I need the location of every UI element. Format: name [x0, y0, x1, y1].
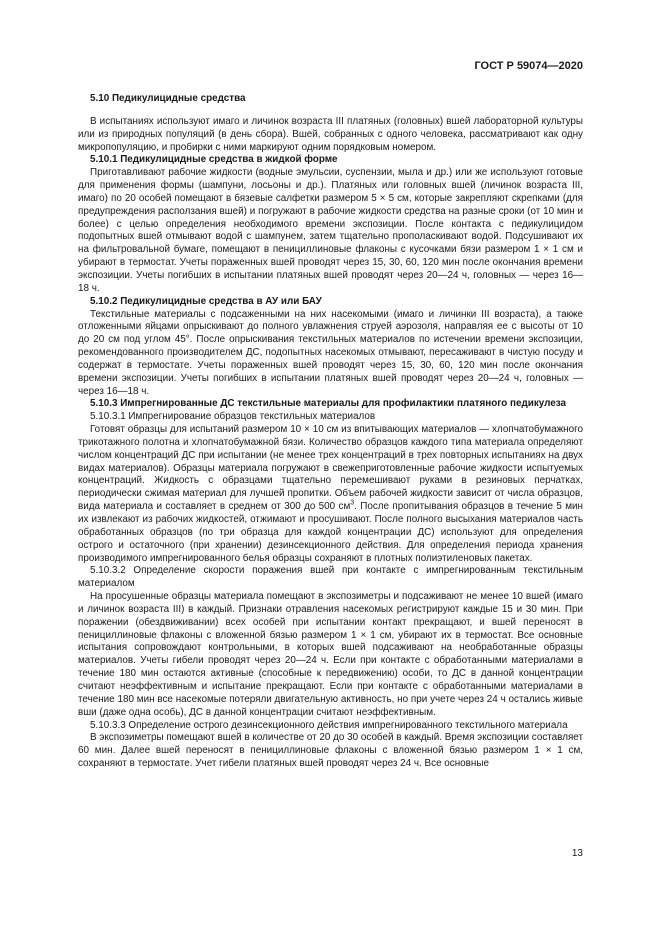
paragraph-text-cont: . После пропитывания образцов в течение 5 мин их извлекают из рабочих жидкостей, отжимают и просушивают. После полного высыхания материалов часть обработанных образцов (по три образца для каждой концентрации ДС) используют для определения острого и остаточного (при хранении) дезинсекционного действия. Для определения периода хранения производимого импрегнированного белья образцы сохраняют в плотных полиэтиленовых пакетах.: [78, 501, 583, 564]
document-body: [78, 93, 583, 771]
paragraph: В экспозиметры помещают вшей в количестве от 20 до 30 особей в каждый. Время экспозиции составляет 60 мин. Далее вшей переносят в пенициллиновые флаконы с вложенной бязью размером 1 × 1 см, сохраняют в термостате. Учет гибели платяных вшей проводят через 24 ч. Все основные: [78, 732, 583, 770]
page-number: 13: [571, 848, 583, 859]
paragraph: Приготавливают рабочие жидкости (водные эмульсии, суспензии, мыла и др.) или же используют готовые для применения формы (шампуни, лосьоны и др.). Платяных или головных вшей (личинок возраста III, имаго) по 20 особей помещают в бязевые салфетки размером 5 × 5 см, которые закрепляют скрепками (для предупреждения расползания вшей) и погружают в рабочие жидкости средства на разные сроки (от 10 мин и более) с целью определения необходимого времени экспозиции. После контакта с педикулицидом подопытных вшей отмывают водой с шампунем, затем тщательно прополаскивают водой. Подсушивают их на фильтровальной бумаге, помещают в пенициллиновые флаконы с кусочками бязи размером 1 × 1 см и убирают в термостат. Учеты пораженных вшей проводят через 15, 30, 60, 120 мин после окончания времени экспозиции. Учеты погибших в испытании платяных вшей проводят через 20—24 ч, головных — через 16—18 ч.: [78, 167, 583, 294]
subsection-heading: 5.10.1 Педикулицидные средства в жидкой форме: [90, 154, 338, 166]
paragraph: В испытаниях используют имаго и личинок возраста III платяных (головных) вшей лабораторной культуры или из природных популяций (в день сбора). Вшей, собранных с одного человека, рассматривают как одну микропопуляцию, и пробирки с ними маркируют одним порядковым номером.: [78, 115, 583, 153]
superscript: 3: [350, 499, 355, 507]
paragraph-text: Готовят образцы для испытаний размером 10 × 10 см из впитывающих материалов — хлопчатобумажного трикотажного полотна и хлопчатобумажной бязи. Количество образцов каждого типа материала определяют числом концентраций ДС при испытании (не менее трех концентраций в трех повторных испытаниях на двух видах материалов). Образцы материала погружают в свежеприготовленные рабочие жидкости испытуемых концентраций. Жидкость с образцами тщательно перемешивают руками в резиновых перчатках, периодически сжимая материал для лучшей пропитки. Объем рабочей жидкости зависит от числа образцов, вида материала и составляет в среднем от 300 до 500 см: [78, 424, 583, 513]
paragraph: [78, 424, 583, 565]
document-code: ГОСТ Р 59074—2020: [474, 60, 583, 72]
clause-heading: 5.10.3.1 Импрегнирование образцов текстильных материалов: [90, 411, 376, 423]
subsection-heading: 5.10.2 Педикулицидные средства в АУ или БАУ: [90, 295, 322, 307]
paragraph: На просушенные образцы материала помещают в экспозиметры и подсаживают не менее 10 вшей (имаго и личинок возраста III) в каждый. Признаки отравления насекомых регистрируют каждые 15 и 30 мин. При поражении (обездвиживании) всех особей при испытании контакт прекращают, и вшей переносят в пенициллиновые флаконы с вложенной бязью размером 1 × 1 см, убирают их в термостат. Все основные испытания сопровождают контрольными, в которых вшей подсаживают на необработанные образцы материалов. Учеты гибели проводят через 20—24 ч. Если при контакте с обработанными материалами в течение 180 мин остаются активные (способные к передвижению) особи, то ДС в данной концентрации считают неэффективным и испытание прекращают. Если при контакте с обработанными материалами в течение 180 мин все насекомые потеряли двигательную активность, но при учете через 24 ч остались живые вши (даже одна особь), ДС в данной концентрации считают неэффективным.: [78, 591, 583, 718]
subsection-heading: 5.10.3 Импрегнированные ДС текстильные материалы для профилактики платяного педикулеза: [90, 398, 567, 410]
clause-heading: 5.10.3.3 Определение острого дезинсекционного действия импрегнированного текстильного материала: [90, 719, 568, 731]
section-heading: 5.10 Педикулицидные средства: [90, 93, 246, 104]
paragraph: Текстильные материалы с подсаженными на них насекомыми (имаго и личинки III возраста), а также отложенными яйцами опрыскивают до полного увлажнения струей аэрозоля, направляя ее с высоты от 10 до 20 см под углом 45°. После опрыскивания текстильных материалов по истечении времени экспозиции, рекомендованного производителем ДС, подопытных насекомых отмывают, пересаживают в чистую посуду и содержат в термостате. Учеты пораженных вшей проводят через 15, 30, 60, 120 мин после окончания времени экспозиции. Учеты погибших в испытании платяных вшей проводят через 20—24 ч, головных — через 16—18 ч.: [78, 308, 583, 397]
clause-heading: 5.10.3.2 Определение скорости поражения вшей при контакте с импрегнированным текстильным материалом: [78, 565, 583, 590]
